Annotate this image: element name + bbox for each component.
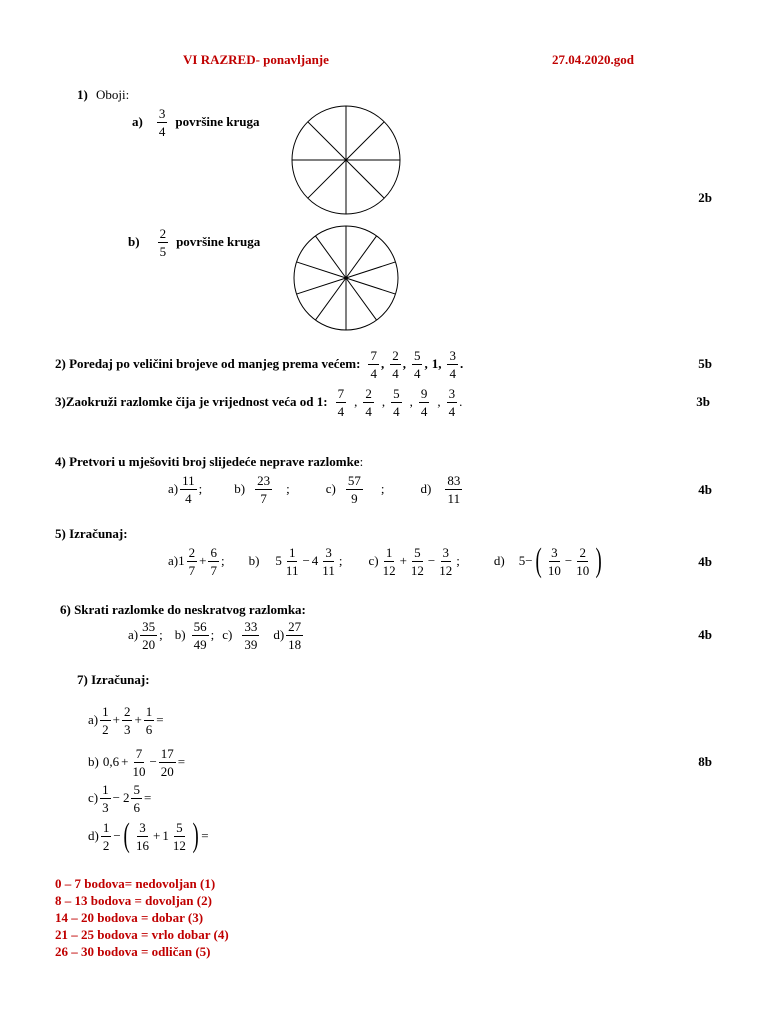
task-7a-row [88,700,164,740]
task-7d-left-paren: ( [123,817,130,854]
task-1a-row [132,102,260,142]
task-4-points: 4b [698,482,712,497]
task-5b-minus: − [302,553,310,568]
task-4-colon: : [359,454,364,469]
task-3-fraction-2: 2 4 [365,385,372,419]
slice-divider-b-2 [315,236,346,278]
task-2-comma: , [424,356,428,371]
task-4b-fraction: 23 7 [257,472,271,506]
task-7d-plus: + [153,828,161,843]
task-3-comma: , [409,394,413,409]
slice-divider-b-5 [315,278,346,320]
task-7d-minus: − [113,828,121,843]
grading-line-4: 21 – 25 bodova = vrlo dobar (4) [55,927,229,942]
task-5-heading: 5) Izračunaj: [55,526,128,541]
task-7d-whole: 1 [162,828,169,843]
task-3-fraction-5: 3 4 [448,385,456,419]
task-4a-fraction: 11 4 [182,472,195,506]
task-2-whole-number: 1 [431,356,439,371]
task-2-points: 5b [698,356,712,371]
task-1b-fraction: 2 5 [159,225,167,259]
task-7b-fraction-1: $\frac{7}{10}$ [132,745,146,779]
task-7c-fraction-2: $\frac{5}{6}$ [133,781,140,815]
task-2-fraction-1: 7 4 [370,347,377,381]
task-7a-equals: = [156,712,164,727]
slice-divider-a-6 [346,160,384,198]
slice-divider-b-4 [297,278,346,294]
slice-divider-b-9 [346,262,395,278]
task-3-row [55,382,462,422]
task-4b-letter: b) [234,481,246,496]
task-7b-letter: b) [88,754,99,769]
task-4-text: 4) Pretvori u mješoviti broj slijedeće neprave razlomke [55,454,360,469]
task-5c-fraction-2: $\frac{5}{12}$ [410,544,424,578]
grading-line-5: 26 – 30 bodova = odličan (5) [55,944,211,959]
task-4-separator: ; [198,481,203,496]
task-7a-fraction-1: 1 2 [102,703,109,737]
task-5d-inner-minus: − [564,553,573,568]
task-1-label: Oboji: [96,87,130,102]
task-3-comma: , [437,394,441,409]
circle-a-8-parts [286,100,406,220]
task-4-separator: ; [380,481,385,496]
task-3-text: 3)Zaokruži razlomke čija je vrijednost veća od 1: [55,394,328,409]
task-5c-plus: + [399,553,407,568]
task-3-fraction-4: 9 4 [420,385,428,419]
task-5d-minus: − [525,553,533,568]
task-4d-letter: d) [420,481,432,496]
task-6-separator: ; [159,627,163,642]
slice-divider-b-10 [346,236,377,278]
task-4-heading [55,454,363,470]
task-3-comma: , [354,394,358,409]
task-5d-fraction-1: 3 10 [547,544,561,578]
task-5d-right-paren: ) [595,542,603,579]
task-1a-letter: a) [132,114,143,129]
task-7-heading: 7) Izračunaj: [77,672,150,687]
task-5a-letter: a) [168,553,179,568]
slice-divider-b-8 [346,278,395,294]
task-5b-fraction-1: 1 11 [285,544,299,578]
task-5-points: 4b [698,554,712,569]
task-5-separator: ; [220,553,225,568]
task-5c-fraction-3: $\frac{3}{12}$ [439,544,453,578]
task-6d-letter: d) [273,627,285,642]
task-6a-letter: a) [128,627,139,642]
task-7c-minus: − [112,790,120,805]
slice-divider-a-4 [308,160,346,198]
task-4-row [168,469,464,509]
task-5b-letter: b) [248,553,260,568]
task-7b-fraction-2: $\frac{17}{20}$ [160,745,174,779]
task-1b-text: površine kruga [176,234,261,249]
task-5b-whole-2: 4 [311,553,319,568]
task-6c-fraction: 33 39 [244,618,258,652]
task-3-points: 3b [696,394,710,409]
task-4a-letter: a) [168,481,179,496]
task-7d-equals: = [201,828,209,843]
task-6a-fraction: 35 20 [142,618,156,652]
task-7c-fraction-1: 1 3 [102,781,109,815]
task-5d-fraction-2: $\frac{2}{10}$ [576,544,590,578]
task-7b-equals: = [177,754,186,769]
task-5-separator: ; [456,553,460,568]
task-2-fraction-3: 5 4 [413,347,421,381]
grading-line-2: 8 – 13 bodova = dovoljan (2) [55,893,212,908]
task-6-points: 4b [698,627,712,642]
task-3-fraction-1: 7 4 [337,385,345,419]
worksheet-title: VI RAZRED- ponavljanje [183,52,329,67]
task-4d-fraction: 83 11 [447,472,461,506]
task-1b-row [128,222,260,262]
task-5d-whole: 5 [518,553,526,568]
task-7a-letter: a) [88,712,99,727]
task-6c-letter: c) [222,627,233,642]
slice-divider-a-2 [308,122,346,160]
task-5c-fraction-1: 1 12 [382,544,396,578]
task-7b-row [88,742,185,782]
task-6-heading: 6) Skrati razlomke do neskratvog razlomka: [60,602,306,617]
task-4-separator: ; [286,481,290,496]
task-7d-letter: d) [88,828,99,843]
task-7a-plus: + [112,712,120,727]
task-7c-equals: = [143,790,152,805]
task-7a-fraction-2: $\frac{2}{3}$ [123,703,131,737]
task-7-points: 8b [698,754,712,769]
task-7b-plus: + [121,754,129,769]
task-5d-left-paren: ( [535,542,542,579]
task-7c-letter: c) [88,790,99,805]
task-3-period: . [459,394,463,409]
task-5-separator: ; [338,553,343,568]
task-5-row [168,541,605,581]
task-7d-fraction-1: 1 2 [102,819,110,853]
task-7c-whole: 2 [122,790,130,805]
circle-b-10-parts [292,224,400,332]
task-2-period: . [459,356,464,371]
task-3-comma: , [381,394,386,409]
task-7d-fraction-2: 3 16 [136,819,150,853]
worksheet-date: 27.04.2020.god [552,52,634,67]
task-7d-fraction-3: 5 12 [172,819,186,853]
task-1a-text: površine kruga [175,114,260,129]
task-7b-decimal: 0,6 [102,754,120,769]
task-2-fraction-4: 3 4 [449,347,456,381]
slice-divider-b-3 [297,262,346,278]
task-5c-minus: − [427,553,436,568]
task-6b-fraction: 56 49 [193,618,207,652]
task-2-row [55,344,463,384]
task-2-text: 2) Poredaj po veličini brojeve od manjeg prema većem: [55,356,361,371]
task-1b-letter: b) [128,234,140,249]
task-7a-plus: + [134,712,142,727]
task-2-comma: , [402,356,406,371]
task-5d-letter: d) [493,553,505,568]
task-6b-letter: b) [174,627,186,642]
task-7d-row [88,816,209,856]
task-6-row [128,615,305,655]
task-5a-plus: + [199,553,207,568]
task-2-fraction-2: 2 4 [392,347,399,381]
task-6-separator: ; [210,627,215,642]
task-1-points: 2b [698,190,712,205]
task-1a-fraction: 3 4 [158,105,166,139]
task-3-fraction-3: 5 4 [393,385,400,419]
task-2-comma: , [438,356,442,371]
slice-divider-a-8 [346,122,384,160]
task-2-comma: , [380,356,385,371]
grading-line-1: 0 – 7 bodova= nedovoljan (1) [55,876,216,891]
task-4c-fraction: 57 9 [347,472,361,506]
task-7b-minus: − [149,754,157,769]
task-7c-row [88,778,151,818]
task-6d-fraction: 27 18 [288,618,302,652]
slice-divider-b-7 [346,278,377,320]
task-5a-whole: 1 [178,553,185,568]
task-5a-fraction-1: 2 7 [188,544,196,578]
task-5a-fraction-2: $\frac{6}{7}$ [210,544,217,578]
task-7a-fraction-3: $\frac{1}{6}$ [145,703,153,737]
task-7d-right-paren: ) [192,817,199,854]
task-4c-letter: c) [325,481,336,496]
task-1-number: 1) [77,87,88,102]
grading-line-3: 14 – 20 bodova = dobar (3) [55,910,204,925]
task-5b-whole-1: 5 [275,553,282,568]
task-5c-letter: c) [368,553,379,568]
task-5b-fraction-2: 3 11 [322,544,335,578]
